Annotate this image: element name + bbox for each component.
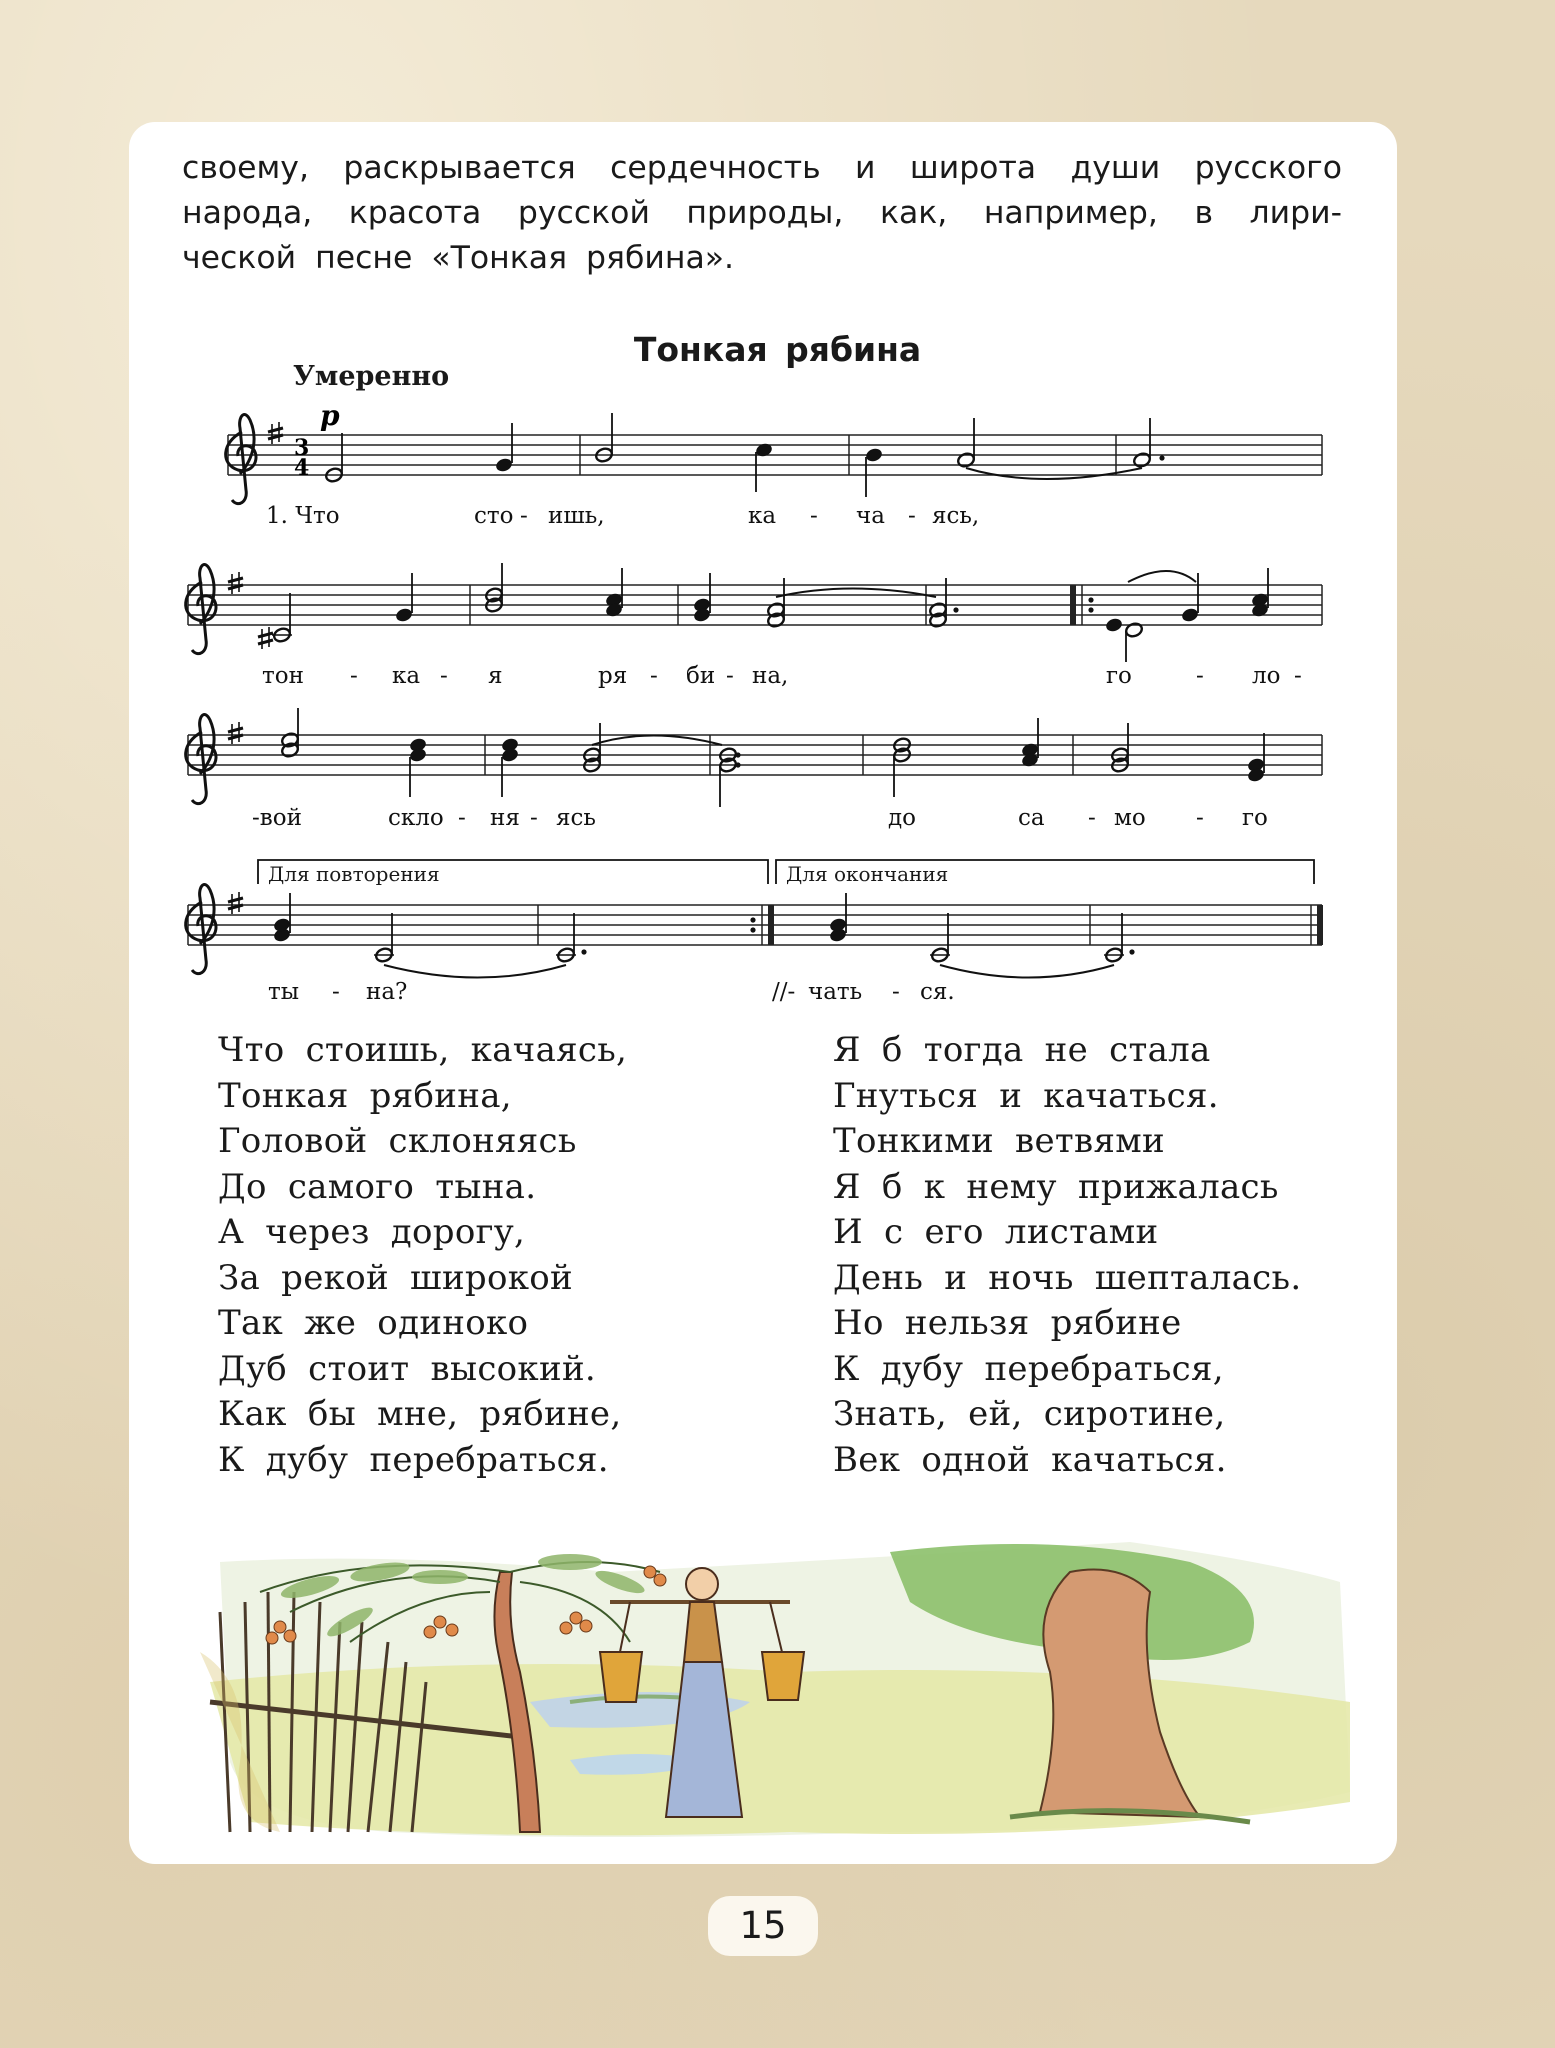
- svg-text:ишь,: ишь,: [548, 503, 605, 529]
- poem-line: За рекой широкой: [218, 1257, 574, 1298]
- treble-clef-icon: [186, 565, 216, 654]
- svg-text:-: -: [332, 979, 340, 1005]
- svg-text:-: -: [726, 663, 734, 689]
- poem-line: Головой склоняясь: [218, 1121, 577, 1161]
- treble-clef-icon: [186, 885, 216, 974]
- intro-line: своему, раскрывается сердечность и широта души русского: [182, 150, 1342, 186]
- poem-line: Как бы мне, рябине,: [218, 1394, 622, 1434]
- lyrics-line-3: [252, 805, 1268, 831]
- tempo-marking: Умеренно: [293, 361, 450, 392]
- volta-2-label: Для окончания: [786, 862, 949, 886]
- poem-line: До самого тына.: [218, 1166, 537, 1207]
- sheet-music: [0, 0, 1555, 1020]
- svg-text://-: //-: [772, 979, 796, 1005]
- lyrics-line-2: [262, 663, 1302, 689]
- svg-text:го: го: [1106, 663, 1132, 689]
- poem-column-right: [833, 1028, 1301, 1483]
- intro-line: ческой песне «Тонкая рябина».: [182, 240, 735, 276]
- svg-text:чать: чать: [808, 979, 863, 1005]
- svg-text:скло: скло: [388, 805, 444, 831]
- svg-text:-: -: [1196, 805, 1204, 831]
- svg-text:на?: на?: [366, 979, 408, 1005]
- svg-text:ясь,: ясь,: [932, 503, 980, 529]
- treble-clef-icon: [186, 715, 216, 804]
- svg-text:са: са: [1018, 805, 1045, 831]
- svg-text:ясь: ясь: [556, 805, 596, 831]
- svg-text:-: -: [458, 805, 466, 831]
- illustration-rowan-fence-girl-oak: [190, 1532, 1350, 1852]
- poem-line: К дубу перебраться,: [833, 1348, 1224, 1389]
- svg-text:1. Что: 1. Что: [266, 503, 340, 529]
- lyrics-line-1: [266, 503, 979, 529]
- svg-text:би: би: [686, 663, 716, 689]
- staff-system-3: [186, 708, 1322, 807]
- page-number: 15: [708, 1896, 818, 1956]
- svg-text:ря: ря: [598, 663, 628, 689]
- svg-text:-: -: [520, 503, 528, 529]
- staff-system-1: [226, 399, 1322, 504]
- svg-text:-: -: [1088, 805, 1096, 831]
- svg-text:-: -: [810, 503, 818, 529]
- poem-line: День и ночь шепталась.: [833, 1257, 1302, 1298]
- song-title: Тонкая рябина: [633, 330, 922, 369]
- svg-text:ло: ло: [1252, 663, 1281, 689]
- poem-line: И с его листами: [833, 1212, 1159, 1252]
- svg-text:-: -: [650, 663, 658, 689]
- poem-line: Я б к нему прижалась: [833, 1166, 1279, 1207]
- time-signature-top: 3: [294, 435, 310, 461]
- poem-column-left: [218, 1028, 627, 1483]
- svg-text:-: -: [350, 663, 358, 689]
- svg-text:-: -: [530, 805, 538, 831]
- svg-text:-: -: [440, 663, 448, 689]
- poem-line: Тонкими ветвями: [833, 1121, 1165, 1161]
- intro-line: народа, красота русской природы, как, например, в лири-: [182, 195, 1342, 231]
- svg-text:тон: тон: [262, 663, 304, 689]
- svg-text:-: -: [1294, 663, 1302, 689]
- svg-text:-: -: [1196, 663, 1204, 689]
- sharp-icon: [228, 722, 243, 744]
- poem-line: Дуб стоит высокий.: [218, 1348, 597, 1389]
- treble-clef-icon: [226, 415, 256, 504]
- poem-line: Век одной качаться.: [833, 1439, 1227, 1480]
- time-signature-bottom: 4: [294, 455, 310, 481]
- svg-text:ка: ка: [392, 663, 421, 689]
- svg-text:на,: на,: [752, 663, 789, 689]
- sharp-icon: [268, 422, 283, 444]
- svg-text:ся.: ся.: [920, 979, 955, 1005]
- svg-text:го: го: [1242, 805, 1268, 831]
- svg-text:до: до: [888, 805, 917, 831]
- volta-1-label: Для повторения: [268, 862, 440, 886]
- svg-text:сто: сто: [474, 503, 514, 529]
- svg-text:ня: ня: [490, 805, 520, 831]
- svg-text:ка: ка: [748, 503, 777, 529]
- poem-line: Что стоишь, качаясь,: [218, 1030, 628, 1070]
- poem-line: Так же одиноко: [218, 1303, 529, 1343]
- svg-text:ты: ты: [268, 979, 300, 1005]
- lyrics-line-4: [268, 979, 955, 1005]
- poem-line: Знать, ей, сиротине,: [833, 1394, 1226, 1434]
- poem-line: Но нельзя рябине: [833, 1303, 1182, 1343]
- poem-line: А через дорогу,: [218, 1212, 526, 1252]
- dynamic-marking: p: [320, 399, 340, 432]
- poem-line: Тонкая рябина,: [218, 1075, 512, 1116]
- sharp-icon: [228, 572, 243, 594]
- svg-text:-вой: -вой: [252, 805, 302, 831]
- poem-line: Гнуться и качаться.: [833, 1075, 1219, 1116]
- sharp-icon: [228, 892, 243, 914]
- staff-system-2: [186, 563, 1322, 662]
- svg-text:ча: ча: [856, 503, 885, 529]
- poem-line: К дубу перебраться.: [218, 1439, 609, 1480]
- svg-text:мо: мо: [1114, 805, 1146, 831]
- svg-text:-: -: [892, 979, 900, 1005]
- poem-line: Я б тогда не стала: [833, 1030, 1211, 1070]
- svg-text:-: -: [908, 503, 916, 529]
- svg-text:я: я: [488, 663, 503, 689]
